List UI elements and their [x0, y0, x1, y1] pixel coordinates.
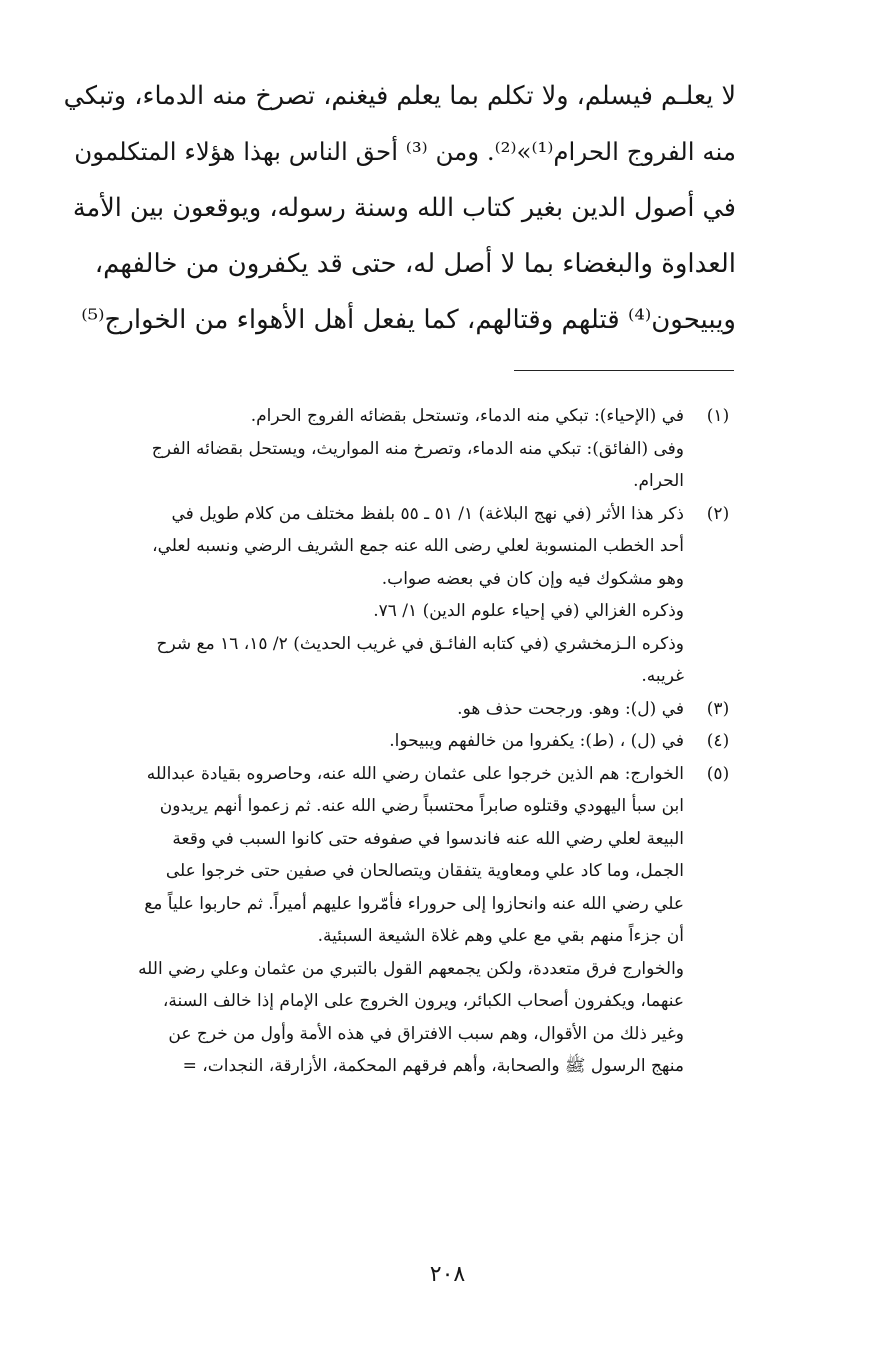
main-text-block [64, 68, 736, 348]
footnote-line: أحد الخطب المنسوبة لعلي رضى الله عنه جمع الشريف الرضي ونسبه لعلي، [152, 536, 684, 556]
footnote-number: (٣) [706, 698, 730, 719]
footnote-5 [64, 758, 744, 1083]
footnote-line: في (الإحياء): تبكي منه الدماء، وتستحل بقضائه الفروج الحرام. [250, 406, 684, 426]
footnote-line: وفى (الفائق): تبكي منه الدماء، وتصرخ منه المواريث، ويستحل بقضائه الفرج [151, 438, 684, 459]
footnote-line: والخوارج فرق متعددة، ولكن يجمعهم القول بالتبري من عثمان وعلي رضي الله [138, 958, 684, 979]
page-number: ٢٠٨ [429, 1262, 466, 1287]
footnote-line: وهو مشكوك فيه وإن كان في بعضه صواب. [381, 568, 684, 589]
main-text-line: العداوة والبغضاء بما لا أصل له، حتى قد يكفرون من خالفهم، [94, 249, 736, 279]
footnote-divider [514, 370, 734, 371]
footnote-line: ذكر هذا الأثر (في نهج البلاغة) ١/ ٥١ ـ ٥٥ بلفظ مختلف من كلام طويل في [171, 503, 684, 524]
footnote-1 [64, 400, 744, 498]
footnote-2 [64, 498, 744, 693]
footnote-line: الحرام. [633, 471, 684, 491]
main-text-line: لا يعلـم فيسلم، ولا تكلم بما يعلم فيغنم، تصرخ منه الدماء، وتبكي [63, 81, 736, 111]
main-text-line: في أصول الدين بغير كتاب الله وسنة رسوله، ويوقعون بين الأمة [72, 193, 736, 223]
footnote-number: (٥) [706, 763, 730, 784]
footnote-line: وذكره الغزالي (في إحياء علوم الدين) ١/ ٧٦. [373, 601, 684, 621]
footnotes-section [64, 400, 744, 1083]
footnote-line: منهج الرسول ﷺ والصحابة، وأهم فرقهم المحكمة، الأزارقة، النجدات، = [182, 1056, 684, 1076]
footnote-line: غريبه. [641, 666, 684, 686]
footnote-3 [64, 693, 744, 726]
footnote-line: ابن سبأ اليهودي وقتلوه صابراً محتسباً رضي الله عنه. ثم زعموا أنهم يريدون [159, 796, 684, 816]
footnote-line: في (ل) ، (ط): يكفروا من خالفهم ويبيحوا. [389, 731, 684, 751]
footnote-number: (٤) [706, 731, 730, 751]
main-text-line: منه الفروج الحرام⁽¹⁾»⁽²⁾. ومن ⁽³⁾ أحق الناس بهذا هؤلاء المتكلمون [74, 137, 736, 166]
footnote-line: علي رضي الله عنه وانحازوا إلى حروراء فأمّروا عليهم أميراً. ثم حاربوا علياً مع [144, 893, 684, 914]
footnote-line: البيعة لعلي رضي الله عنه فاندسوا في صفوفه حتى كانوا السبب في وقعة [172, 828, 684, 849]
footnote-line: وغير ذلك من الأقوال، وهم سبب الافتراق في هذه الأمة وأول من خرج عن [168, 1023, 684, 1044]
footnote-line: وذكره الـزمخشري (في كتابه الفائـق في غريب الحديث) ٢/ ١٥، ١٦ مع شرح [156, 633, 684, 654]
footnote-line: أن جزءاً منهم بقي مع علي وهم غلاة الشيعة السبئية. [317, 926, 684, 946]
footnote-line: الجمل، وما كاد علي ومعاوية يتفقان ويتصالحان في صفين حتى خرجوا على [165, 861, 684, 881]
footnote-line: الخوارج: هم الذين خرجوا على عثمان رضي الله عنه، وحاصروه بقيادة عبدالله [146, 763, 684, 784]
footnote-number: (١) [706, 406, 730, 426]
footnote-number: (٢) [706, 503, 730, 524]
footnote-line: عنهما، ويكفرون أصحاب الكبائر، ويرون الخروج على الإمام إذا خالف السنة، [162, 991, 684, 1011]
main-text-line: ويبيحون⁽⁴⁾ قتلهم وقتالهم، كما يفعل أهل الأهواء من الخوارج⁽⁵⁾ [81, 305, 736, 335]
footnote-line: في (ل): وهو. ورجحت حذف هو. [457, 698, 684, 719]
footnote-4 [64, 725, 744, 758]
